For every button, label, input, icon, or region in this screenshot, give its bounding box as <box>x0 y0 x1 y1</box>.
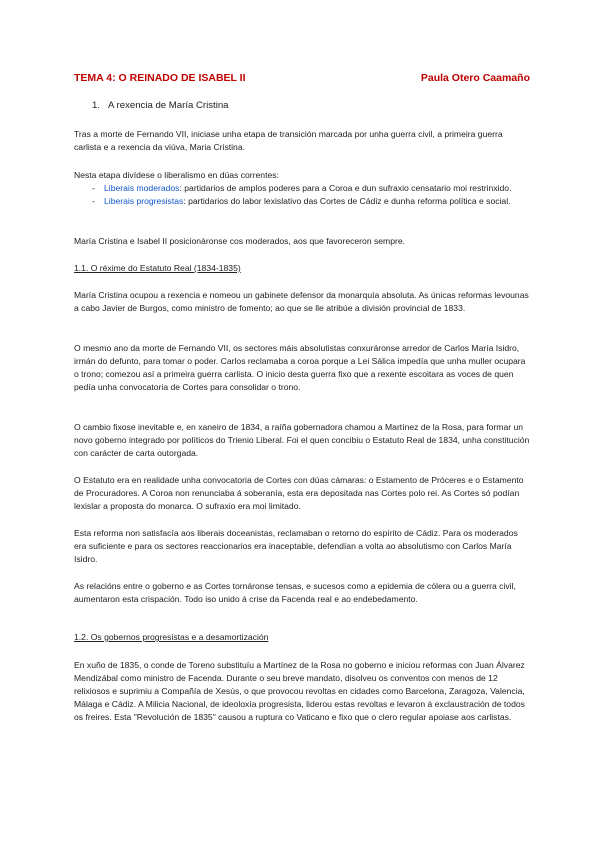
intro-paragraph-1: Tras a morte de Fernando VII, iniciase unha etapa de transición marcada por unha guerra civil, a primeira guerra carlista e a rexencia da viúva, Maria Cristina. <box>74 129 503 152</box>
paragraph: As relacións entre o goberno e as Cortes tornáronse tensas, e sucesos como a epidemia de cólera ou a guerra civil, aumentaron esta crispación. Todo iso unido á crise da Facenda real e ao endebedamento. <box>74 581 516 604</box>
bullet-dash: - <box>92 183 95 193</box>
paragraph: María Cristina ocupou a rexencia e nomeou un gabinete defensor da monarquía absoluta. As únicas reformas levounas a cabo Javier de Burgos, como ministro de fomento; ao que se lle atribúe a división provincial de 1833. <box>74 290 529 313</box>
document-title: TEMA 4: O REINADO DE ISABEL II <box>74 72 246 84</box>
term-progresistas: Liberais progresistas <box>104 195 184 206</box>
liberal-currents-list <box>74 182 530 208</box>
numbered-heading <box>92 100 229 111</box>
term-moderados: Liberais moderados <box>104 183 180 193</box>
intro-paragraph-3: María Cristina e Isabel II posicionáronse cos moderados, aos que favoreceron sempre. <box>74 236 406 246</box>
intro-paragraph-2: Nesta etapa divídese o liberalismo en dúas correntes: <box>74 170 279 180</box>
paragraph: O mesmo ano da morte de Fernando VII, os sectores máis absolutistas conxuráronse arredor de Carlos María Isidro, irmán do defunto, para tomar o poder. Carlos reclamaba a coroa porque a Lei Sálica impedía que unha muller ocupara o trono; comezou así a primeira guerra carlista. O inicio desta guerra fixo que a rexente escoitara as voces de quen pedía unha convocatoria de Cortes para consolidar o trono. <box>74 343 526 392</box>
paragraph: En xuño de 1835, o conde de Toreno substituíu a Martínez de la Rosa no goberno e iniciou reformas con Juan Álvarez Mendizábal como ministro de Facenda. Durante o seu breve mandato, disolveu os conventos con menos de 12 relixiosos e suprimiu a Compañía de Xesús, o que provocou revoltas en cidades como Barcelona, Zaragoza, Valencia, Málaga e Cádiz. A Milicia Nacional, de ideoloxía progresista, liderou estas revoltas e levaron á exclaustración de todos os freires. Esta "Revolución de 1835" causou a ruptura co Vaticano e fixo que o clero regular apoiase aos carlistas. <box>74 660 525 722</box>
term-description: : partidarios de amplos poderes para a Coroa e dun sufraxio censatario moi restrinxido. <box>179 183 512 193</box>
heading-number: 1. <box>92 100 101 111</box>
document-header <box>74 72 530 86</box>
bullet-dash: - <box>92 195 95 206</box>
paragraph: Esta reforma non satisfacía aos liberais doceanistas, reclamaban o retorno do espírito de Cádiz. Para os moderados era suficiente e para os sectores reaccionarios era inaceptable, defendían a volta ao absolutismo con Carlos María Isidro. <box>74 528 518 564</box>
section-heading-1-1: 1.1. O réxime do Estatuto Real (1834-1835) <box>74 263 241 273</box>
section-heading-1-2: 1.2. Os gobernos progresistas e a desamortización <box>74 632 269 642</box>
author-name: Paula Otero Caamaño <box>420 72 530 84</box>
list-item <box>74 195 530 208</box>
term-description: : partidarios do labor lexislativo das Cortes de Cádiz e dunha reforma política e social. <box>183 195 511 206</box>
list-item <box>74 182 530 195</box>
heading-text: A rexencia de María Cristina <box>108 100 229 111</box>
paragraph: O Estatuto era en realidade unha convocatoria de Cortes con dúas cámaras: o Estamento de Próceres e o Estamento de Procuradores. A Coroa non renunciaba á soberanía, esta era depositada nas Cortes polo rei. As Cortes só podían lexislar a proposta do monarca. O sufraxio era moi limitado. <box>74 475 524 511</box>
paragraph: O cambio fixose inevitable e, en xaneiro de 1834, a raíña gobernadora chamou a Martínez de la Rosa, para formar un novo goberno integrado por políticos do Trienio Liberal. Foi el quen concibiu o Estatuto Real de 1834, unha constitución con carácter de carta outorgada. <box>74 422 530 458</box>
